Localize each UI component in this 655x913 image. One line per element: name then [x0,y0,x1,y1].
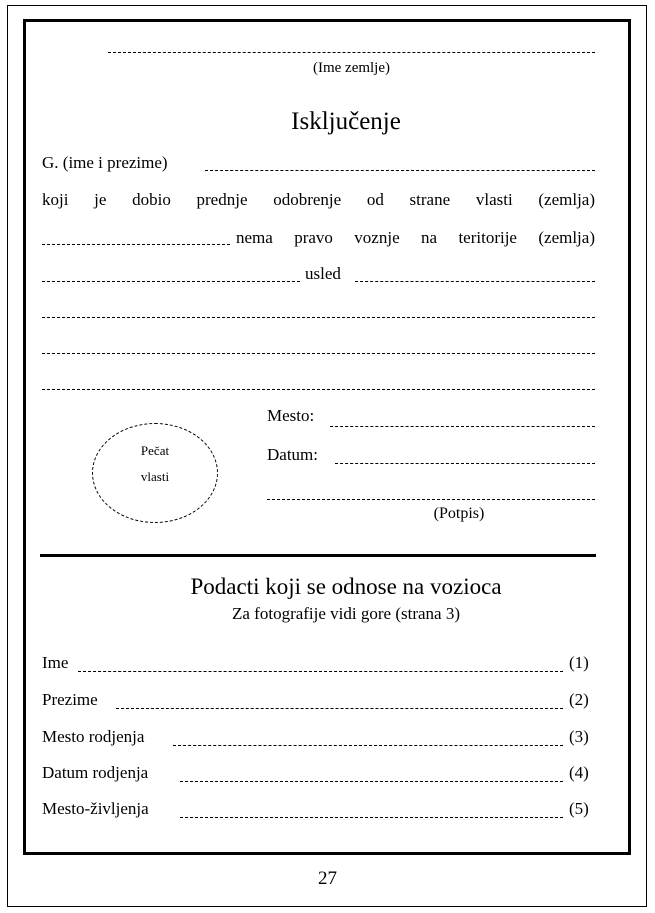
signature-label: (Potpis) [433,505,485,522]
name-line[interactable] [205,170,595,171]
approval-text: koji je dobio prednje odobrenje od strane vlasti (zemlja) [42,190,595,209]
section-divider [40,554,596,557]
date-label: Datum: [267,445,318,464]
field-line-birthdate[interactable] [180,781,563,782]
reason-line-4[interactable] [42,389,595,390]
page-number: 27 [318,868,337,889]
field-label-residence: Mesto-življenja [42,799,149,818]
field-label-name: Ime [42,653,69,672]
reason-line-3[interactable] [42,353,595,354]
country-blank-line[interactable] [42,244,230,245]
field-line-name[interactable] [78,671,563,672]
field-num-3: (3) [569,727,589,746]
field-label-birthplace: Mesto rodjenja [42,727,145,746]
authority-seal [92,423,218,523]
territory-blank-line[interactable] [42,281,300,282]
name-label: G. (ime i prezime) [42,153,168,172]
field-num-4: (4) [569,763,589,782]
field-line-residence[interactable] [180,817,563,818]
due-to-label: usled [305,264,341,283]
date-line[interactable] [335,463,595,464]
signature-line[interactable] [267,499,595,500]
place-label: Mesto: [267,406,315,425]
reason-line[interactable] [355,281,595,282]
no-right-text: nema pravo voznje na teritorije (zemlja) [236,228,595,247]
section-subtitle: Za fotografije vidi gore (strana 3) [232,604,460,623]
seal-text-2: vlasti [140,469,170,484]
field-line-birthplace[interactable] [173,745,563,746]
field-label-surname: Prezime [42,690,98,709]
field-num-5: (5) [569,799,589,818]
field-num-1: (1) [569,653,589,672]
field-num-2: (2) [569,690,589,709]
country-label: (Ime zemlje) [312,60,391,76]
form-title: Isključenje [291,108,401,135]
field-label-birthdate: Datum rodjenja [42,763,149,782]
seal-text-1: Pečat [140,443,170,458]
place-line[interactable] [330,426,595,427]
reason-line-2[interactable] [42,317,595,318]
section-title: Podacti koji se odnose na vozioca [190,574,502,599]
country-line[interactable] [108,52,595,53]
field-line-surname[interactable] [116,708,563,709]
